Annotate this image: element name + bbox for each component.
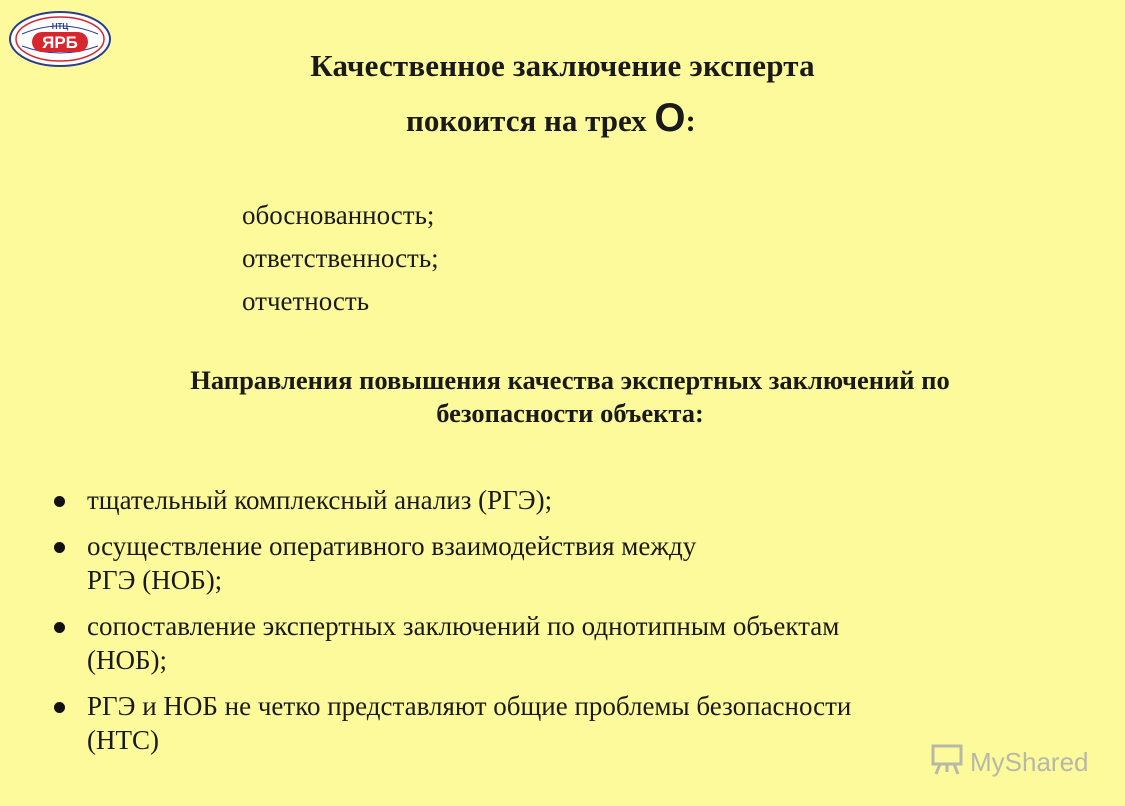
bullet-icon [54, 702, 65, 713]
presentation-board-icon [930, 742, 964, 783]
watermark [930, 742, 1089, 782]
svg-text:НТЦ: НТЦ [51, 22, 69, 31]
qualities-list [242, 194, 439, 323]
title-big-letter: О [654, 96, 686, 140]
bullet-icon [54, 542, 65, 553]
quality-item: отчетность [242, 286, 370, 316]
directions-list [52, 483, 1102, 769]
list-item: сопоставление экспертных заключений по однотипным объектам (НОБ); [52, 609, 1102, 677]
slide-title-line2: покоится на трех О: [406, 96, 696, 140]
slide-title-line1: Качественное заключение эксперта [310, 48, 815, 83]
svg-text:ЯРБ: ЯРБ [42, 33, 78, 52]
list-item: осуществление оперативного взаимодействия между РГЭ (НОБ); [52, 529, 1102, 597]
watermark-text: MyShared [970, 746, 1089, 777]
quality-item: ответственность; [242, 243, 439, 273]
section-heading: Направления повышения качества экспертных заключений по безопасности объекта: [190, 365, 950, 428]
quality-item: обоснованность; [242, 200, 435, 230]
bullet-icon [54, 622, 65, 633]
list-item: тщательный комплексный анализ (РГЭ); [52, 483, 1102, 517]
bullet-icon [54, 496, 65, 507]
list-item: РГЭ и НОБ не четко представляют общие проблемы безопасности (НТС) [52, 689, 1102, 757]
